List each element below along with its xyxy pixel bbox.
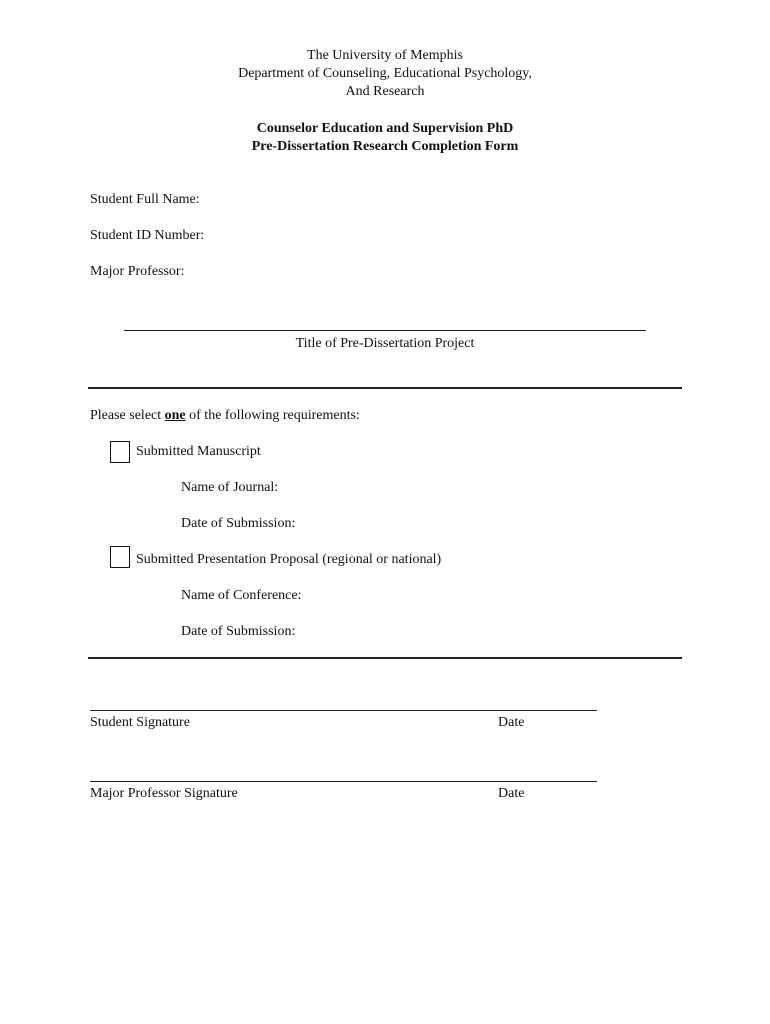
requirements-prompt-emphasis: one [164,408,186,423]
project-title-label: Title of Pre-Dissertation Project [295,336,475,351]
presentation-option-label: Submitted Presentation Proposal (regional or national) [136,552,442,567]
requirements-prompt [90,407,360,425]
university-name: The University of Memphis [307,48,463,63]
manuscript-date-label: Date of Submission: [181,516,296,531]
department-name-cont: And Research [345,84,425,99]
department-name: Department of Counseling, Educational Psychology, [238,66,532,81]
project-title-line[interactable] [124,330,646,331]
presentation-checkbox[interactable] [110,546,130,568]
section-divider-bottom [88,657,682,659]
conference-name-label: Name of Conference: [181,588,302,603]
student-full-name-label: Student Full Name: [90,192,200,207]
journal-name-label: Name of Journal: [181,480,279,495]
form-title-line2: Pre-Dissertation Research Completion Form [251,139,519,154]
presentation-date-label: Date of Submission: [181,624,296,639]
professor-signature-line[interactable] [90,781,597,782]
manuscript-option-label: Submitted Manuscript [136,444,261,459]
requirements-prompt-before: Please select [90,408,165,423]
student-signature-label: Student Signature [90,715,190,730]
manuscript-checkbox[interactable] [110,441,130,463]
major-professor-label: Major Professor: [90,264,185,279]
professor-date-label: Date [498,786,525,801]
student-signature-line[interactable] [90,710,597,711]
student-date-label: Date [498,715,525,730]
student-id-label: Student ID Number: [90,228,205,243]
requirements-prompt-after: of the following requirements: [185,408,360,423]
professor-signature-label: Major Professor Signature [90,786,238,801]
form-title-line1: Counselor Education and Supervision PhD [256,121,514,136]
section-divider-top [88,387,682,389]
